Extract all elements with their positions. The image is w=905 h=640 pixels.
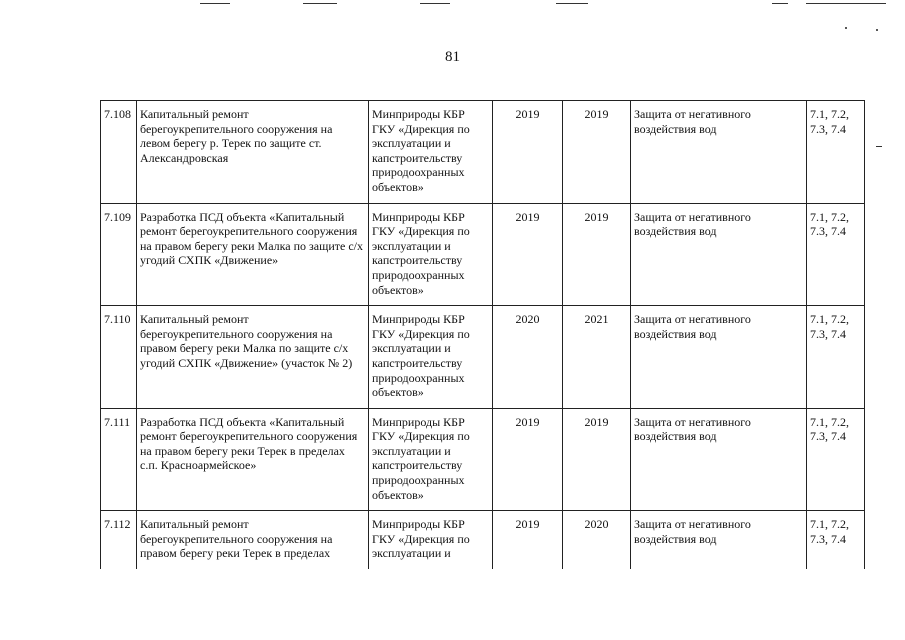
target-indicator-codes: 7.1, 7.2, 7.3, 7.4 [807, 203, 865, 306]
measure-goal: Защита от негативного воздействия вод [631, 306, 807, 409]
end-year: 2021 [563, 306, 631, 409]
start-year: 2019 [493, 511, 563, 569]
row-number: 7.109 [101, 203, 137, 306]
target-indicator-codes: 7.1, 7.2, 7.3, 7.4 [807, 511, 865, 569]
measure-name: Разработка ПСД объекта «Капитальный ремонт берегоукрепительного сооружения на правом берегу реки Малка по защите с/х угодий СХПК «Движение» [137, 203, 369, 306]
target-indicator-codes: 7.1, 7.2, 7.3, 7.4 [807, 101, 865, 204]
scan-artifact-dot [876, 29, 878, 31]
row-number: 7.111 [101, 408, 137, 511]
measure-goal: Защита от негативного воздействия вод [631, 511, 807, 569]
scan-artifact-line [876, 146, 882, 147]
responsible-org: Минприроды КБР ГКУ «Дирекция по эксплуатации и капстроительству природоохранных объектов» [369, 203, 493, 306]
table-row [101, 408, 865, 511]
scan-artifact-line [200, 3, 230, 4]
responsible-org: Минприроды КБР ГКУ «Дирекция по эксплуатации и капстроительству природоохранных объектов» [369, 408, 493, 511]
page-number: 81 [445, 49, 460, 65]
responsible-org: Минприроды КБР ГКУ «Дирекция по эксплуатации и капстроительству природоохранных объектов» [369, 101, 493, 204]
end-year: 2020 [563, 511, 631, 569]
table-row [101, 101, 865, 204]
row-number: 7.112 [101, 511, 137, 569]
target-indicator-codes: 7.1, 7.2, 7.3, 7.4 [807, 306, 865, 409]
measure-name: Разработка ПСД объекта «Капитальный ремонт берегоукрепительного сооружения на правом берегу реки Терек в пределах с.п. Красноармейское» [137, 408, 369, 511]
responsible-org: Минприроды КБР ГКУ «Дирекция по эксплуатации и [369, 511, 493, 569]
start-year: 2019 [493, 408, 563, 511]
scan-artifact-line [806, 3, 886, 4]
scan-artifact-dot [845, 27, 847, 29]
measures-table [100, 100, 865, 569]
measure-name: Капитальный ремонт берегоукрепительного сооружения на правом берегу реки Терек в пределах [137, 511, 369, 569]
scan-artifact-line [303, 3, 337, 4]
table-row [101, 203, 865, 306]
measure-goal: Защита от негативного воздействия вод [631, 203, 807, 306]
start-year: 2019 [493, 101, 563, 204]
end-year: 2019 [563, 408, 631, 511]
end-year: 2019 [563, 101, 631, 204]
target-indicator-codes: 7.1, 7.2, 7.3, 7.4 [807, 408, 865, 511]
row-number: 7.108 [101, 101, 137, 204]
end-year: 2019 [563, 203, 631, 306]
scan-artifact-line [772, 3, 788, 4]
measure-name: Капитальный ремонт берегоукрепительного сооружения на правом берегу реки Малка по защите с/х угодий СХПК «Движение» (участок № 2) [137, 306, 369, 409]
measure-name: Капитальный ремонт берегоукрепительного сооружения на левом берегу р. Терек по защите ст. Александровская [137, 101, 369, 204]
row-number: 7.110 [101, 306, 137, 409]
table-row [101, 511, 865, 569]
scan-artifact-line [556, 3, 588, 4]
measure-goal: Защита от негативного воздействия вод [631, 101, 807, 204]
table-row [101, 306, 865, 409]
responsible-org: Минприроды КБР ГКУ «Дирекция по эксплуатации и капстроительству природоохранных объектов» [369, 306, 493, 409]
start-year: 2019 [493, 203, 563, 306]
measure-goal: Защита от негативного воздействия вод [631, 408, 807, 511]
scan-artifact-line [420, 3, 450, 4]
start-year: 2020 [493, 306, 563, 409]
